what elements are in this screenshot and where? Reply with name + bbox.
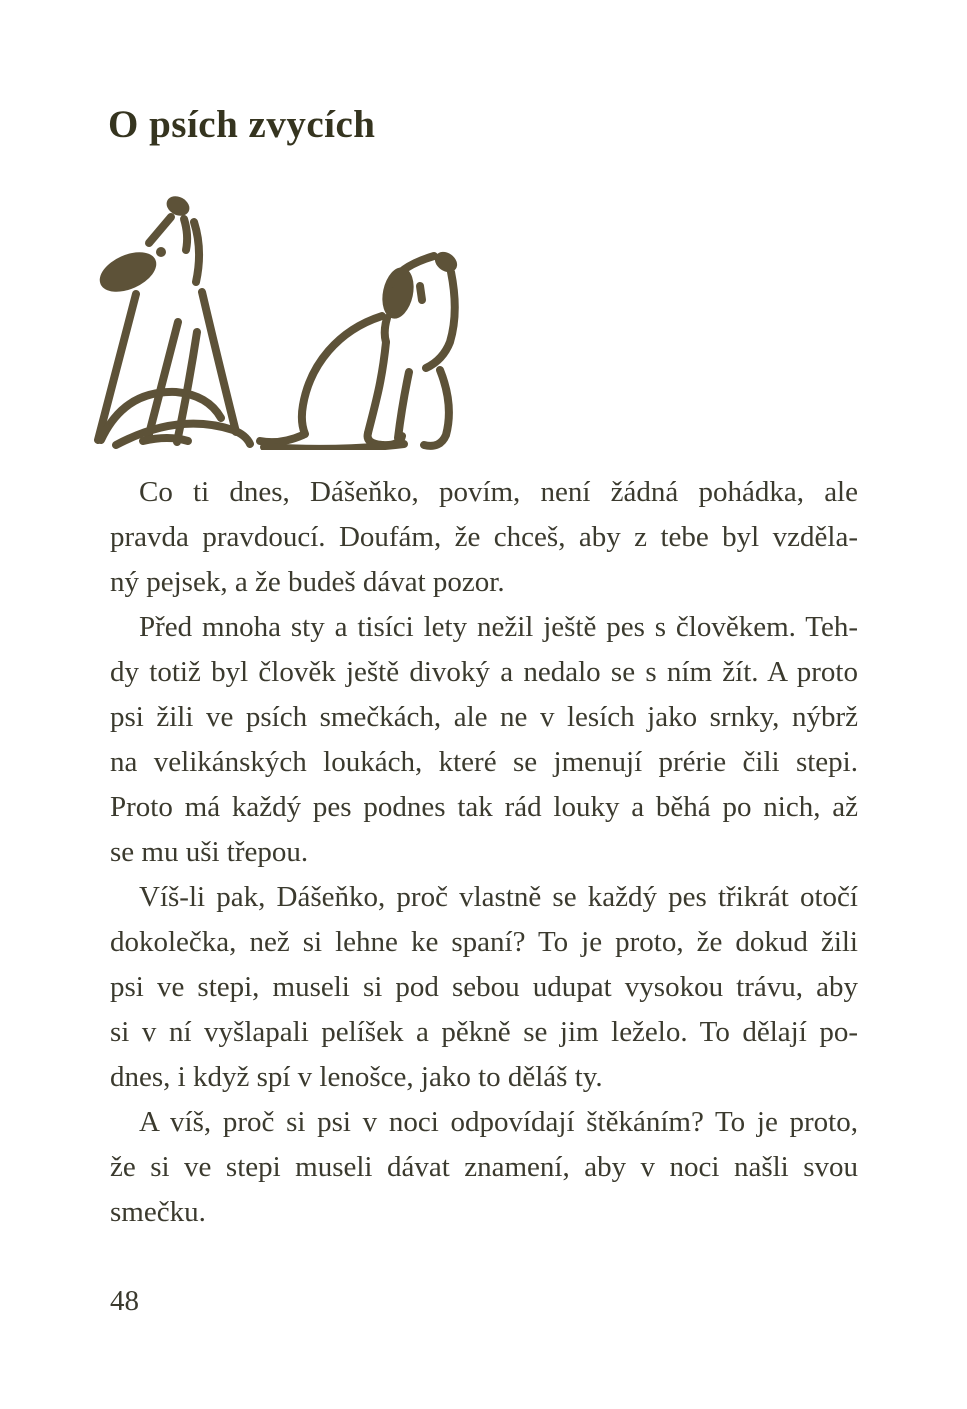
right-dog-drawing — [260, 248, 461, 449]
paragraph-2 — [110, 605, 858, 875]
paragraph-4 — [110, 1100, 858, 1235]
text-line: Co ti dnes, Dášeňko, povím, není žádná pohádka, ale — [139, 476, 858, 508]
paragraph-3 — [110, 875, 858, 1100]
text-line: psi ve stepi, museli si pod sebou udupat vysokou trávu, aby — [110, 971, 858, 1003]
text-line: pravda pravdoucí. Doufám, že chceš, aby z tebe byl vzděla- — [110, 521, 858, 553]
text-line: ný pejsek, a že budeš dávat pozor. — [110, 566, 505, 598]
page-title: O psích zvycích — [108, 103, 376, 146]
text-line: psi žili ve psích smečkách, ale ne v lesích jako srnky, nýbrž — [110, 701, 858, 733]
text-line: Před mnoha sty a tisíci lety nežil ještě pes s člověkem. Teh- — [139, 611, 858, 643]
left-dog-drawing — [94, 192, 250, 445]
text-line: dnes, i když spí v lenošce, jako to děláš ty. — [110, 1061, 603, 1093]
text-line: dy totiž byl člověk ještě divoký a nedalo se s ním žít. A proto — [110, 656, 858, 688]
story-text — [110, 470, 858, 1235]
text-line: Víš-li pak, Dášeňko, proč vlastně se každý pes třikrát otočí — [139, 881, 858, 913]
text-line: si v ní vyšlapali pelíšek a pěkně se jim leželo. To dělají po- — [110, 1016, 858, 1048]
text-line: dokolečka, než si lehne ke spaní? To je proto, že dokud žili — [110, 926, 858, 958]
paragraph-1 — [110, 470, 858, 605]
dogs-illustration — [88, 190, 463, 450]
text-line: Proto má každý pes podnes tak rád louky a běhá po nich, až — [110, 791, 858, 823]
page-number: 48 — [110, 1285, 139, 1317]
text-line: se mu uši třepou. — [110, 836, 309, 868]
text-line: smečku. — [110, 1196, 206, 1228]
text-line: na velikánských loukách, které se jmenují prérie čili stepi. — [110, 746, 858, 778]
text-line: A víš, proč si psi v noci odpovídají štěkáním? To je proto, — [139, 1106, 858, 1138]
two-sketched-sitting-dogs-icon — [88, 190, 463, 450]
text-line: že si ve stepi museli dávat znamení, aby v noci našli svou — [110, 1151, 858, 1183]
